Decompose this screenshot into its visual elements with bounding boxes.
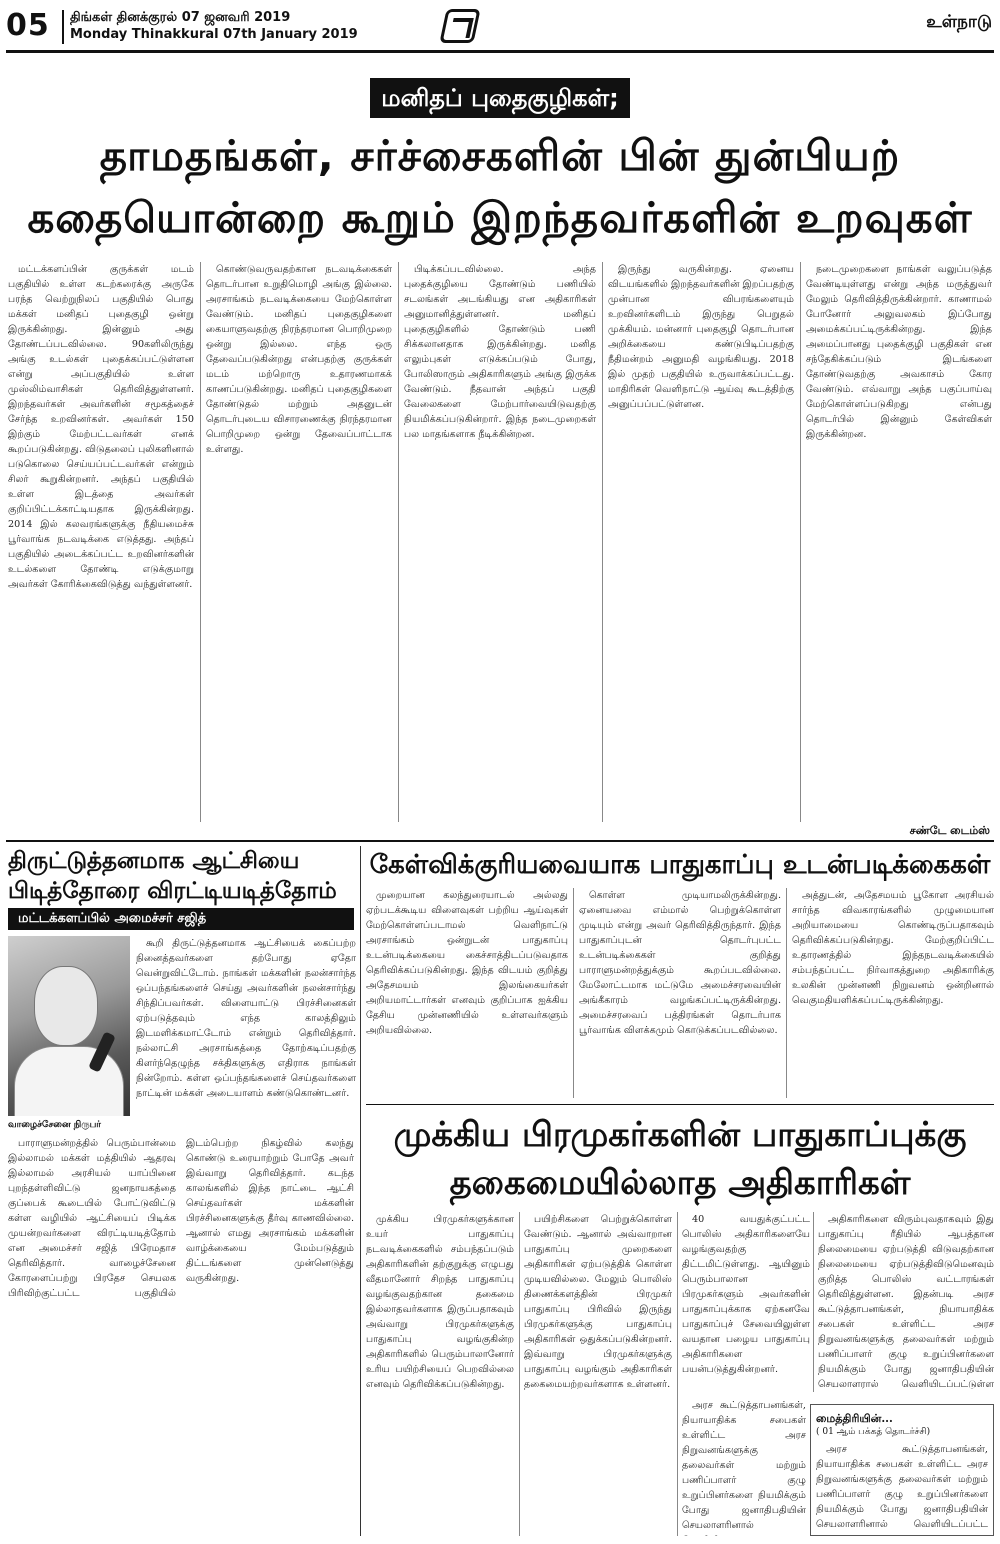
column-rule	[573, 888, 574, 1098]
continuation-title: மைத்திரியின்...	[816, 1412, 893, 1425]
left-text-right	[136, 936, 356, 1132]
mid2-column-1	[366, 1212, 514, 1536]
mid-column-2	[579, 888, 781, 1098]
mid-column-text: கொள்ள முடியாமலிருக்கின்றது. ஏனையவை எம்மால் பெற்றுக்கொள்ள முடியும் என்று அவர் தெரிவித்திருந்தார். இந்த பாதுகாப்புடன் தொடர்புபட்ட உடன்படிக்கைகள் குறித்து பாராளுமன்றத்துக்கும் கூறப்படவில்லை. மேலோட்டமாக மட்டுமே அமைச்சரவையின் அங்கீகாரம் வழங்கப்பட்டிருக்கின்றது. அமைச்சரவைப் பத்திரங்கள் தொடர்பாக பூர்வாங்க விளக்கமும் கொடுக்கப்படவில்லை.	[579, 890, 781, 1036]
lead-column-3	[404, 262, 596, 822]
mid-column-text: முறையான கலந்துரையாடல் அல்லது ஏற்படக்கூடிய விளைவுகள் பற்றிய ஆய்வுகள் மேற்கொள்ளப்படாமல் வெளிநாட்டு அரசாங்கம் ஒன்றுடன் பாதுகாப்பு உடன்படிக்கையை கைச்சாத்திடப்படுவதாக தெரிவிக்கப்படுகின்றது. இந்த விடயம் குறித்து அதேசமயம் இலங்கையர்கள் அறியமாட்டார்கள் எனவும் குறிப்பாக ஐக்கிய தேசிய முன்னணியில் உள்ளவர்களும் அறியவில்லை.	[366, 890, 568, 1036]
lead-byline: சண்டே டைம்ஸ்	[909, 824, 990, 837]
column-rule	[813, 1212, 814, 1392]
left-headline-line-2: பிடித்தோரை விரட்டியடித்தோம்	[8, 878, 337, 904]
mid2-column-text: முக்கிய பிரமுகர்களுக்கான உயர் பாதுகாப்பு நடவடிக்கைகளில் சம்பந்தப்படும் அதிகாரிகளின் தற்குறுக்கு எழுபது வீதமானோர் சிறந்த பாதுகாப்பு வழங்குவதற்கான தகைமை இல்லாதவர்களாக இருப்பதாகவும் அவ்வாறு பிரமுகர்களுக்கு பாதுகாப்பு வழங்குகின்ற அதிகாரிகளில் பெரும்பாலானோர் உரிய பயிற்சியைப் பெறவில்லை எனவும் தெரிவிக்கப்படுகின்றது.	[366, 1214, 514, 1390]
column-rule	[677, 1212, 678, 1536]
page-number: 05	[6, 8, 50, 43]
lead-column-text: இருந்து வருகின்றது. ஏனைய விடயங்களில் இறந்தவர்களின் இறப்பதற்கு முன்பான விபரங்களையும் உறவினர்களிடம் இருந்து பெறுதல் முக்கியம். மன்னார் புதைகுழி தொடர்பான அறிக்கையை கண்டுபிடிப்பதற்கு நீதிமன்றம் அனுமதி வழங்கியது. 2018 இல் முதற் பகுதியில் உருவாக்கப்பட்டது. மாதிரிகள் வெளிநாட்டு ஆய்வு கூடத்திற்கு அனுப்பப்பட்டுள்ளன.	[608, 264, 794, 410]
lead-column-text: பிடிக்கப்படவில்லை. அந்த புதைக்குழியை தோண்டும் பணியில் சடலங்கள் அடங்கியது என அதிகாரிகள் அனுமானித்துள்ளனர். மனிதப் புதைகுழிகளில் தோண்டும் பணி சிக்கலானதாக இருக்கின்றது. மனித எலும்புகள் எடுக்கப்படும் போது, போலிஸாரும் அதிகாரிகளும் அங்கு இருக்க வேண்டும். நீதவான் அந்தப் பகுதி வேலைகளை மேற்பார்வையிடுவதற்கு நியமிக்கப்படுகின்றார். இந்த நடைமுறைகள் பல மாதங்களாக நீடிக்கின்றன.	[404, 264, 596, 440]
section-label: உள்நாடு	[926, 12, 992, 32]
mid2-column-text: அரச கூட்டுத்தாபனங்கள், நியாயாதிக்க சபைகள் உள்ளிட்ட அரச நிறுவனங்களுக்கு தலைவர்கள் மற்றும் பணிப்பாளர் குழு உறுப்பினர்களை நியமிக்கும் போது ஜனாதிபதியின் செயலாளரினால்	[682, 1400, 806, 1531]
section-rule	[366, 1104, 994, 1105]
mid2-column-text: அதிகாரிகளை விரும்புவதாகவும் இது பாதுகாப்பு ரீதியில் ஆபத்தான நிலைமையை ஏற்படுத்தி விடுவதற்கான நிலைமையை ஏற்படுத்திவிடுமெனவும் குறித்த பொலிஸ் வட்டாரங்கள் தெரிவித்துள்ளன. இதன்படி அரச கூட்டுத்தாபனங்கள், நியாயாதிக்க சபைகள் உள்ளிட்ட அரச நிறுவனங்களுக்கு தலைவர்கள் மற்றும் பணிப்பாளர் குழு உறுப்பினர்களை நியமிக்கும் போது ஜனாதிபதியின் செயலாளரால் வெளியிடப்பட்டுள்ள	[818, 1214, 994, 1390]
header-rule	[6, 50, 994, 53]
photo-caption: வாழைச்சேனை நிருபர்	[8, 1120, 102, 1130]
mid-column-1	[366, 888, 568, 1098]
section-rule	[6, 840, 994, 842]
column-rule	[602, 262, 603, 822]
mid-headline-2b: தகைமையில்லாத அதிகாரிகள்	[449, 1163, 911, 1203]
story-divider	[360, 846, 361, 1536]
lead-column-2	[206, 262, 392, 822]
continuation-body: அரச கூட்டுத்தாபனங்கள், நியாயாதிக்க சபைகள் உள்ளிட்ட அரச நிறுவனங்களுக்கு தலைவர்கள் மற்றும் பணிப்பாளர் குழு உறுப்பினர்களை நியமிக்கும் போது ஜனாதிபதியின் செயலாளரினால் வெளியிடப்பட்ட	[816, 1444, 988, 1530]
newspaper-logo-icon	[439, 9, 480, 43]
mid2-column-4	[818, 1212, 994, 1392]
lead-kicker: மனிதப் புதைகுழிகள்;	[370, 78, 630, 118]
column-rule	[786, 888, 787, 1098]
column-rule	[398, 262, 399, 822]
header-date	[70, 9, 358, 43]
lead-column-5	[806, 262, 992, 820]
lead-column-1	[8, 262, 194, 822]
header-separator	[62, 10, 64, 44]
mid-column-3	[792, 888, 994, 1098]
lead-headline-line-2: கதையொன்றை கூறும் இறந்தவர்களின் உறவுகள்	[27, 193, 973, 242]
continuation-text	[816, 1442, 988, 1532]
photo-head	[34, 966, 98, 1046]
photo-shirt	[14, 1046, 124, 1116]
left-headline-line-1: திருட்டுத்தனமாக ஆட்சியை	[8, 848, 300, 874]
date-english: Monday Thinakkural 07th January 2019	[70, 27, 358, 42]
column-rule	[800, 262, 801, 822]
lead-column-text: கொண்டுவருவதற்கான நடவடிக்கைகள் தொடர்பான உறுதிமொழி அங்கு இல்லை. அரசாங்கம் நடவடிக்கையை மேற்கொள்ள வேண்டும். மனிதப் புதைகுழிகளை கையாளுவதற்கு நிரந்தரமான பொறிமுறை ஒன்று இல்லை. எந்த ஒரு தேவைப்படுகின்றது என்பதற்கு குருக்கள் மடம் மற்றொரு உதாரணமாகக் காணப்படுகின்றது. மனிதப் புதைகுழிகளை தோண்டுதல் மற்றும் அதனுடன் தொடர்புடைய விசாரணைக்கு நிரந்தரமான பொறிமுறை ஒன்று தேவைப்பாட்டாக உள்ளது.	[206, 264, 392, 455]
continuation-subtitle: ( 01 ஆம் பக்கத் தொடர்ச்சி)	[816, 1427, 931, 1437]
column-rule	[519, 1212, 520, 1536]
mid2-column-3-cont	[682, 1398, 806, 1536]
mid2-column-text: 40 வயதுக்குட்பட்ட பொலிஸ் அதிகாரிகளையே வழங்குவதற்கு திட்டமிட்டுள்ளது. ஆயினும் பெரும்பாலான பிரமுகர்களும் அவர்களின் பாதுகாப்புக்காக ஏற்கனவே பாதுகாப்புச் சேவையிலுள்ள வயதான பழைய பாதுகாப்பு அதிகாரிகளை பயன்படுத்துகின்றனர்.	[682, 1214, 810, 1375]
mid-headline: கேள்விக்குரியவையாக பாதுகாப்பு உடன்படிக்கைகள்	[369, 850, 991, 880]
mid-column-text: அத்துடன், அதேசமயம் பூகோள அரசியல் சார்ந்த விவகாரங்களில் முழுமையான அறியாமையை கொண்டிருப்பதாகவும் தெரிவிக்கப்படுகின்றது. மேற்குறிப்பிட்ட உதாரணத்தில் இந்தநடவடிக்கையில் சம்பந்தப்பட்ட நிர்வாகத்துறை அதிகாரிக்கு உலகின் முன்னணி நிறுவனம் ஒன்றினால் வெகுமதியளிக்கப்பட்டிருக்கின்றது.	[792, 890, 994, 1006]
left-subhead: மட்டக்களப்பில் அமைச்சர் சஜித்	[8, 908, 354, 930]
mid-headline-2a: முக்கிய பிரமுகர்களின் பாதுகாப்புக்கு	[393, 1115, 967, 1155]
column-rule	[200, 262, 201, 822]
left-text-right-body: கூறி திருட்டுத்தனமாக ஆட்சியைக் கைப்பற்ற நினைத்தவர்களை தற்போது ஏதோ வென்றுவிட்டோம். நாங்கள் மக்களின் நலன்சார்ந்த ஒப்பந்தங்களைச் செய்து அவர்களின் நலன்சார்ந்து சிந்திப்பவர்கள். விளையாட்டு பிரச்சினைகள் ஏற்படுத்தவும் எந்த காலத்திலும் இடமளிக்கமாட்டோம் என்றும் தெரிவித்தார். நல்லாட்சி அரசாங்கத்தை தோற்கடிப்பதற்கு கிளர்ந்தெழுந்த சக்திகளுக்கு எதிராக நாங்கள் நின்றோம். கள்ள ஒப்பந்தங்களைச் செய்தவர்களை நாட்டின் மக்கள் அடையாளம் கண்டுகொண்டனர்.	[136, 938, 356, 1099]
lead-column-text: மட்டக்களப்பின் குருக்கள் மடம் பகுதியில் உள்ள கடற்கரைக்கு அருகே பரந்த வெற்றுநிலப் பகுதியில் பொது மக்கள் மனிதப் புதைகுழி ஒன்று இருக்கின்றது. இன்னும் அது தோண்டப்படவில்லை. 90களிலிருந்து அங்கு உடல்கள் புதைக்கப்பட்டுள்ளன என்று அப்பகுதியில் உள்ள முஸ்லிம்வாசிகள் தெரிவித்துள்ளனர். இறந்தவர்கள் அவர்களின் சமூகத்தைச் சேர்ந்த உறவினர்கள். அவர்கள் 150 இற்கும் மேற்பட்டவர்கள் எனக் கூறப்படுகின்றது. விடுதலைப் புலிகளினால் படுகொலை செய்யப்பட்டவர்கள் என்றும் சிலர் கூறுகின்றனர். அந்தப் பகுதியில் உள்ள இடத்தை அவர்கள் குறிப்பிட்டக்காட்டியதாக இருக்கின்றது. 2014 இல் கலவரங்களுக்கு நீதியமைச்சு பூர்வாங்க நடவடிக்கை எடுத்தது. அந்தப் பகுதியில் அடைக்கப்பட்ட உறவினர்களின் உடல்களை தோண்டி எடுக்குமாறு அவர்கள் கோரிக்கைவிடுத்து வந்துள்ளனர்.	[8, 264, 194, 590]
date-tamil: திங்கள் தினக்குரல் 07 ஜனவரி 2019	[70, 10, 291, 25]
lead-column-4	[608, 262, 794, 822]
left-text-full-body: பாராளுமன்றத்தில் பெரும்பான்மை இல்லாமல் மக்கள் மத்தியில் ஆதரவு இல்லாமல் அரசியல் யாப்பினை புறந்தள்ளிவிட்டு ஜனநாயகத்தை குப்பைக் கூடையில் போட்டுவிட்டு கள்ள வழியில் ஆட்சியைப் பிடிக்க முயன்றவர்களை விரட்டியடித்தோம் என அமைச்சர் சஜித் பிரேமதாச தெரிவித்தார். வாழைச்சேனை கோரளைப்பற்று பிரதேச செயலக பிரிவிற்குட்பட்ட பகுதியில் இடம்பெற்ற நிகழ்வில் கலந்து கொண்டு உரையாற்றும் போதே அவர் இவ்வாறு தெரிவித்தார். கடந்த காலங்களில் இந்த நாட்டை ஆட்சி செய்தவர்கள் மக்களின் பிரச்சினைகளுக்கு தீர்வு காணவில்லை. ஆனால் எமது அரசாங்கம் மக்களின் வாழ்க்கையை மேம்படுத்தும் திட்டங்களை முன்னெடுத்து வருகின்றது.	[8, 1138, 354, 1299]
mid2-column-text: பயிற்சிகளை பெற்றுக்கொள்ள வேண்டும். ஆனால் அவ்வாறான பாதுகாப்பு முறைகளை அதிகாரிகள் ஏற்படுத்திக் கொள்ள முடியவில்லை. மேலும் பொலிஸ் திணைக்களத்தின் பிரமுகர் பாதுகாப்பு பிரிவில் இருந்து பிரமுகர்களுக்கு பாதுகாப்பு அதிகாரிகள் ஒதுக்கப்படுகின்றனர். இவ்வாறு பிரமுகர்களுக்கு பாதுகாப்பு வழங்கும் அதிகாரிகள் தகைமையற்றவர்களாக உள்ளனர்.	[524, 1214, 672, 1390]
lead-headline-line-1: தாமதங்கள், சர்ச்சைகளின் பின் துன்பியற்	[99, 131, 901, 180]
mid2-column-3	[682, 1212, 810, 1392]
lead-column-text: நடைமுறைகளை நாங்கள் வலுப்படுத்த வேண்டியுள்ளது என்று அந்த மருத்துவர் மேலும் தெரிவித்திருக்கின்றார். காணாமல் போனோர் அலுவலகம் இப்போது அமைக்கப்பட்டிருக்கின்றது. இந்த அமைப்பானது புதைக்குழி பகுதிகள் என சந்தேகிக்கப்படும் இடங்களை தோண்டுவதற்கு அவகாசம் கோர வேண்டும். எவ்வாறு அந்த பகுப்பாய்வு மேற்கொள்ளப்படுகிறது என்பது தொடர்பில் இன்னும் கேள்விகள் இருக்கின்றன.	[806, 264, 992, 440]
minister-photo	[8, 936, 130, 1116]
mid2-column-2	[524, 1212, 672, 1536]
left-text-full	[8, 1136, 354, 1536]
